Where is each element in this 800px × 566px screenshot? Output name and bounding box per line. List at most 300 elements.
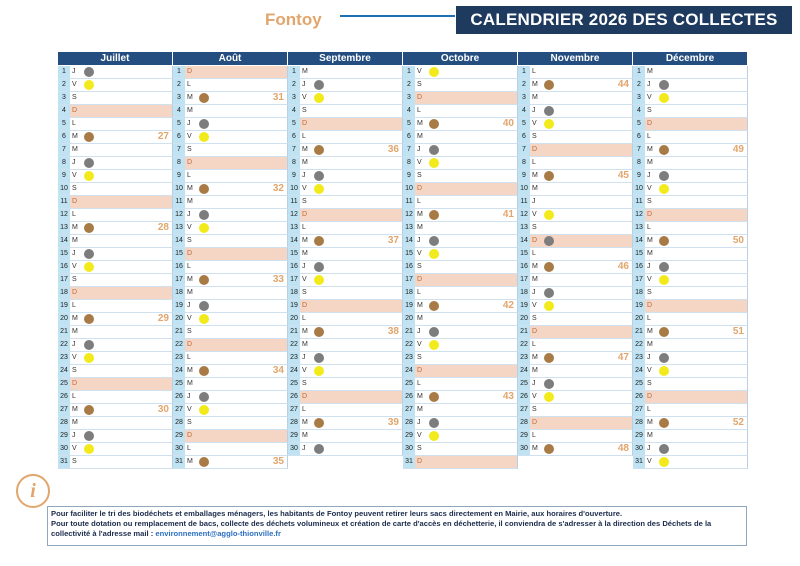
day-number: 11 bbox=[173, 196, 185, 208]
day-number: 16 bbox=[403, 261, 415, 273]
month-header: Juillet bbox=[58, 52, 173, 65]
day-cell bbox=[288, 144, 403, 157]
day-number: 14 bbox=[173, 235, 185, 247]
day-cell bbox=[518, 66, 633, 79]
day-letter: D bbox=[532, 237, 538, 244]
day-number: 27 bbox=[518, 404, 530, 416]
gray-dot-icon bbox=[544, 288, 554, 298]
day-number: 17 bbox=[58, 274, 70, 286]
day-cell bbox=[518, 287, 633, 300]
day-cell bbox=[173, 170, 288, 183]
day-letter: M bbox=[532, 445, 538, 452]
day-number: 8 bbox=[518, 157, 530, 169]
day-number: 20 bbox=[518, 313, 530, 325]
day-number: 24 bbox=[58, 365, 70, 377]
day-number: 6 bbox=[633, 131, 645, 143]
day-letter: J bbox=[72, 159, 76, 166]
day-cell bbox=[633, 196, 748, 209]
day-number: 17 bbox=[518, 274, 530, 286]
day-number: 23 bbox=[518, 352, 530, 364]
day-letter: D bbox=[187, 432, 193, 439]
day-letter: J bbox=[302, 172, 306, 179]
day-number: 17 bbox=[633, 274, 645, 286]
day-cell bbox=[518, 313, 633, 326]
week-number: 34 bbox=[272, 365, 284, 376]
day-number: 14 bbox=[58, 235, 70, 247]
day-cell bbox=[403, 391, 518, 404]
day-letter: M bbox=[187, 198, 193, 205]
day-cell bbox=[288, 339, 403, 352]
day-cell bbox=[173, 248, 288, 261]
day-letter: L bbox=[532, 68, 536, 75]
day-cell bbox=[518, 404, 633, 417]
day-letter: M bbox=[417, 315, 423, 322]
day-number: 19 bbox=[633, 300, 645, 312]
day-cell bbox=[403, 222, 518, 235]
day-cell bbox=[288, 157, 403, 170]
day-letter: L bbox=[302, 315, 306, 322]
day-cell bbox=[633, 404, 748, 417]
day-cell bbox=[58, 313, 173, 326]
day-number: 7 bbox=[633, 144, 645, 156]
day-number: 24 bbox=[518, 365, 530, 377]
week-number: 51 bbox=[732, 326, 744, 337]
day-letter: V bbox=[417, 341, 422, 348]
day-cell bbox=[518, 274, 633, 287]
day-cell bbox=[403, 417, 518, 430]
day-cell bbox=[58, 261, 173, 274]
day-letter: M bbox=[417, 133, 423, 140]
day-letter: S bbox=[302, 198, 307, 205]
day-number: 20 bbox=[403, 313, 415, 325]
day-number: 2 bbox=[58, 79, 70, 91]
day-letter: M bbox=[187, 380, 193, 387]
day-letter: D bbox=[417, 276, 423, 283]
day-letter: V bbox=[647, 185, 652, 192]
day-number: 15 bbox=[633, 248, 645, 260]
day-number: 28 bbox=[173, 417, 185, 429]
day-cell bbox=[173, 339, 288, 352]
day-number: 14 bbox=[403, 235, 415, 247]
day-number: 9 bbox=[58, 170, 70, 182]
day-cell bbox=[518, 326, 633, 339]
day-letter: S bbox=[417, 172, 422, 179]
day-letter: M bbox=[302, 419, 308, 426]
day-cell bbox=[633, 430, 748, 443]
day-cell bbox=[173, 443, 288, 456]
day-letter: J bbox=[647, 354, 651, 361]
day-letter: L bbox=[532, 159, 536, 166]
day-cell bbox=[518, 235, 633, 248]
day-letter: D bbox=[532, 146, 538, 153]
yellow-dot-icon bbox=[544, 210, 554, 220]
day-cell bbox=[173, 222, 288, 235]
day-letter: D bbox=[647, 302, 653, 309]
day-cell bbox=[173, 118, 288, 131]
day-cell bbox=[58, 118, 173, 131]
day-letter: J bbox=[647, 263, 651, 270]
brown-dot-icon bbox=[199, 184, 209, 194]
day-cell bbox=[173, 274, 288, 287]
day-letter: M bbox=[647, 419, 653, 426]
day-number: 1 bbox=[518, 66, 530, 78]
day-number: 19 bbox=[58, 300, 70, 312]
day-cell bbox=[633, 313, 748, 326]
day-cell bbox=[633, 287, 748, 300]
day-cell bbox=[518, 144, 633, 157]
day-cell bbox=[403, 326, 518, 339]
day-letter: D bbox=[187, 68, 193, 75]
day-number: 5 bbox=[633, 118, 645, 130]
day-cell bbox=[58, 235, 173, 248]
day-letter: V bbox=[417, 250, 422, 257]
day-letter: V bbox=[647, 367, 652, 374]
month-header: Octobre bbox=[403, 52, 518, 65]
day-letter: M bbox=[417, 393, 423, 400]
day-cell bbox=[403, 287, 518, 300]
day-cell bbox=[173, 404, 288, 417]
day-number: 12 bbox=[633, 209, 645, 221]
header-divider bbox=[340, 15, 455, 17]
day-cell bbox=[518, 261, 633, 274]
yellow-dot-icon bbox=[199, 314, 209, 324]
contact-email-link[interactable]: environnement@agglo-thionville.fr bbox=[155, 529, 281, 538]
brown-dot-icon bbox=[314, 236, 324, 246]
yellow-dot-icon bbox=[84, 262, 94, 272]
day-number: 21 bbox=[173, 326, 185, 338]
day-cell bbox=[403, 378, 518, 391]
day-number: 29 bbox=[403, 430, 415, 442]
day-letter: L bbox=[302, 133, 306, 140]
day-cell bbox=[58, 391, 173, 404]
day-letter: V bbox=[72, 81, 77, 88]
day-cell bbox=[58, 92, 173, 105]
day-cell bbox=[58, 79, 173, 92]
day-number: 8 bbox=[288, 157, 300, 169]
day-cell bbox=[288, 118, 403, 131]
day-cell bbox=[518, 118, 633, 131]
day-number: 11 bbox=[288, 196, 300, 208]
day-letter: D bbox=[302, 120, 308, 127]
week-number: 32 bbox=[272, 183, 284, 194]
day-number: 21 bbox=[288, 326, 300, 338]
week-number: 46 bbox=[617, 261, 629, 272]
day-cell bbox=[633, 248, 748, 261]
day-number: 23 bbox=[173, 352, 185, 364]
day-letter: S bbox=[417, 81, 422, 88]
day-number: 9 bbox=[633, 170, 645, 182]
day-number: 21 bbox=[633, 326, 645, 338]
day-letter: V bbox=[417, 432, 422, 439]
gray-dot-icon bbox=[659, 171, 669, 181]
day-cell bbox=[403, 443, 518, 456]
day-cell bbox=[518, 352, 633, 365]
day-letter: M bbox=[417, 224, 423, 231]
day-number: 29 bbox=[633, 430, 645, 442]
day-letter: S bbox=[532, 315, 537, 322]
day-number: 3 bbox=[403, 92, 415, 104]
brown-dot-icon bbox=[199, 366, 209, 376]
day-letter: M bbox=[187, 107, 193, 114]
day-number: 26 bbox=[403, 391, 415, 403]
day-letter: M bbox=[647, 432, 653, 439]
gray-dot-icon bbox=[429, 145, 439, 155]
yellow-dot-icon bbox=[659, 457, 669, 467]
day-cell bbox=[173, 365, 288, 378]
day-number: 19 bbox=[173, 300, 185, 312]
day-cell bbox=[518, 417, 633, 430]
day-number: 13 bbox=[633, 222, 645, 234]
day-cell bbox=[288, 92, 403, 105]
week-number: 28 bbox=[157, 222, 169, 233]
day-letter: L bbox=[72, 302, 76, 309]
day-number: 13 bbox=[518, 222, 530, 234]
day-letter: S bbox=[302, 107, 307, 114]
day-letter: J bbox=[302, 445, 306, 452]
day-number: 13 bbox=[288, 222, 300, 234]
day-number: 20 bbox=[633, 313, 645, 325]
day-number: 14 bbox=[288, 235, 300, 247]
day-cell bbox=[518, 222, 633, 235]
day-cell bbox=[403, 170, 518, 183]
day-cell bbox=[173, 456, 288, 469]
day-letter: M bbox=[532, 172, 538, 179]
yellow-dot-icon bbox=[429, 431, 439, 441]
day-letter: M bbox=[302, 432, 308, 439]
day-number: 4 bbox=[633, 105, 645, 117]
day-cell bbox=[518, 378, 633, 391]
day-cell bbox=[288, 261, 403, 274]
month-column bbox=[288, 52, 403, 474]
day-letter: M bbox=[647, 328, 653, 335]
day-letter: S bbox=[417, 445, 422, 452]
brown-dot-icon bbox=[84, 405, 94, 415]
day-number: 25 bbox=[633, 378, 645, 390]
day-number: 19 bbox=[288, 300, 300, 312]
day-cell bbox=[288, 248, 403, 261]
day-number: 15 bbox=[518, 248, 530, 260]
day-cell bbox=[633, 391, 748, 404]
day-letter: S bbox=[417, 263, 422, 270]
day-letter: L bbox=[72, 120, 76, 127]
day-letter: S bbox=[647, 289, 652, 296]
day-number: 6 bbox=[173, 131, 185, 143]
day-cell bbox=[633, 300, 748, 313]
day-letter: J bbox=[417, 146, 421, 153]
day-number: 9 bbox=[173, 170, 185, 182]
week-number: 40 bbox=[502, 118, 514, 129]
day-number: 11 bbox=[403, 196, 415, 208]
day-letter: L bbox=[187, 81, 191, 88]
day-letter: J bbox=[187, 393, 191, 400]
day-number: 14 bbox=[518, 235, 530, 247]
brown-dot-icon bbox=[84, 314, 94, 324]
day-cell bbox=[58, 365, 173, 378]
gray-dot-icon bbox=[659, 353, 669, 363]
day-number: 23 bbox=[58, 352, 70, 364]
day-cell bbox=[518, 365, 633, 378]
day-letter: M bbox=[72, 328, 78, 335]
day-number: 30 bbox=[633, 443, 645, 455]
day-letter: D bbox=[72, 380, 78, 387]
day-number: 31 bbox=[403, 456, 415, 468]
day-cell bbox=[173, 261, 288, 274]
brown-dot-icon bbox=[199, 275, 209, 285]
day-number: 29 bbox=[288, 430, 300, 442]
gray-dot-icon bbox=[84, 67, 94, 77]
day-number: 20 bbox=[288, 313, 300, 325]
day-cell bbox=[518, 79, 633, 92]
day-number: 30 bbox=[518, 443, 530, 455]
yellow-dot-icon bbox=[314, 184, 324, 194]
day-letter: L bbox=[187, 263, 191, 270]
day-letter: L bbox=[187, 445, 191, 452]
day-number: 3 bbox=[58, 92, 70, 104]
day-letter: M bbox=[72, 146, 78, 153]
gray-dot-icon bbox=[429, 236, 439, 246]
day-cell bbox=[518, 339, 633, 352]
day-cell bbox=[403, 456, 518, 469]
day-number: 5 bbox=[518, 118, 530, 130]
day-letter: L bbox=[532, 250, 536, 257]
day-number: 25 bbox=[173, 378, 185, 390]
brown-dot-icon bbox=[544, 80, 554, 90]
day-number: 24 bbox=[633, 365, 645, 377]
day-cell bbox=[403, 352, 518, 365]
day-cell bbox=[518, 430, 633, 443]
day-letter: S bbox=[72, 458, 77, 465]
day-cell bbox=[518, 196, 633, 209]
week-number: 33 bbox=[272, 274, 284, 285]
day-cell bbox=[58, 456, 173, 469]
day-number: 12 bbox=[518, 209, 530, 221]
day-cell bbox=[633, 118, 748, 131]
day-number: 4 bbox=[288, 105, 300, 117]
day-number: 10 bbox=[403, 183, 415, 195]
day-number: 30 bbox=[173, 443, 185, 455]
day-cell bbox=[633, 235, 748, 248]
brown-dot-icon bbox=[84, 132, 94, 142]
day-number: 24 bbox=[173, 365, 185, 377]
day-letter: S bbox=[72, 367, 77, 374]
yellow-dot-icon bbox=[314, 366, 324, 376]
brown-dot-icon bbox=[544, 353, 554, 363]
month-header: Août bbox=[173, 52, 288, 65]
brown-dot-icon bbox=[659, 145, 669, 155]
day-letter: V bbox=[647, 94, 652, 101]
day-cell bbox=[173, 183, 288, 196]
day-number: 4 bbox=[403, 105, 415, 117]
day-cell bbox=[288, 417, 403, 430]
day-letter: D bbox=[647, 120, 653, 127]
day-cell bbox=[633, 417, 748, 430]
day-number: 17 bbox=[403, 274, 415, 286]
day-letter: L bbox=[187, 354, 191, 361]
day-cell bbox=[288, 365, 403, 378]
day-letter: S bbox=[187, 419, 192, 426]
day-cell bbox=[288, 105, 403, 118]
day-number: 1 bbox=[403, 66, 415, 78]
day-number: 25 bbox=[58, 378, 70, 390]
brown-dot-icon bbox=[429, 392, 439, 402]
day-letter: V bbox=[187, 406, 192, 413]
day-letter: D bbox=[302, 211, 308, 218]
day-cell bbox=[58, 105, 173, 118]
day-letter: M bbox=[302, 159, 308, 166]
day-cell bbox=[633, 105, 748, 118]
brown-dot-icon bbox=[544, 171, 554, 181]
day-cell bbox=[288, 378, 403, 391]
brown-dot-icon bbox=[659, 236, 669, 246]
week-number: 27 bbox=[157, 131, 169, 142]
day-number: 23 bbox=[403, 352, 415, 364]
day-number: 17 bbox=[288, 274, 300, 286]
day-letter: M bbox=[647, 341, 653, 348]
day-letter: J bbox=[417, 237, 421, 244]
day-number: 31 bbox=[58, 456, 70, 468]
week-number: 31 bbox=[272, 92, 284, 103]
day-number: 23 bbox=[633, 352, 645, 364]
day-letter: S bbox=[72, 94, 77, 101]
day-number: 2 bbox=[518, 79, 530, 91]
day-letter: M bbox=[417, 211, 423, 218]
day-number: 13 bbox=[58, 222, 70, 234]
day-letter: D bbox=[417, 458, 423, 465]
day-letter: S bbox=[417, 354, 422, 361]
day-number: 8 bbox=[58, 157, 70, 169]
day-cell bbox=[403, 105, 518, 118]
day-number: 18 bbox=[173, 287, 185, 299]
week-number: 37 bbox=[387, 235, 399, 246]
day-number: 12 bbox=[173, 209, 185, 221]
day-number: 11 bbox=[633, 196, 645, 208]
day-letter: V bbox=[72, 172, 77, 179]
day-number: 25 bbox=[403, 378, 415, 390]
day-number: 22 bbox=[173, 339, 185, 351]
gray-dot-icon bbox=[199, 392, 209, 402]
day-cell bbox=[633, 274, 748, 287]
day-cell bbox=[403, 235, 518, 248]
day-cell bbox=[173, 313, 288, 326]
day-number: 3 bbox=[173, 92, 185, 104]
week-number: 52 bbox=[732, 417, 744, 428]
day-letter: M bbox=[72, 406, 78, 413]
day-number: 22 bbox=[633, 339, 645, 351]
day-cell bbox=[58, 287, 173, 300]
yellow-dot-icon bbox=[429, 158, 439, 168]
day-cell bbox=[403, 157, 518, 170]
day-cell bbox=[288, 170, 403, 183]
day-cell bbox=[518, 157, 633, 170]
week-number: 42 bbox=[502, 300, 514, 311]
day-number: 22 bbox=[518, 339, 530, 351]
day-letter: M bbox=[532, 94, 538, 101]
yellow-dot-icon bbox=[429, 67, 439, 77]
day-letter: V bbox=[72, 263, 77, 270]
day-letter: M bbox=[187, 289, 193, 296]
day-number: 9 bbox=[288, 170, 300, 182]
day-number: 15 bbox=[403, 248, 415, 260]
day-cell bbox=[58, 196, 173, 209]
day-letter: L bbox=[417, 107, 421, 114]
day-number: 23 bbox=[288, 352, 300, 364]
brown-dot-icon bbox=[429, 210, 439, 220]
brown-dot-icon bbox=[314, 145, 324, 155]
day-cell bbox=[173, 209, 288, 222]
day-number: 18 bbox=[58, 287, 70, 299]
day-number: 22 bbox=[58, 339, 70, 351]
day-letter: V bbox=[187, 133, 192, 140]
